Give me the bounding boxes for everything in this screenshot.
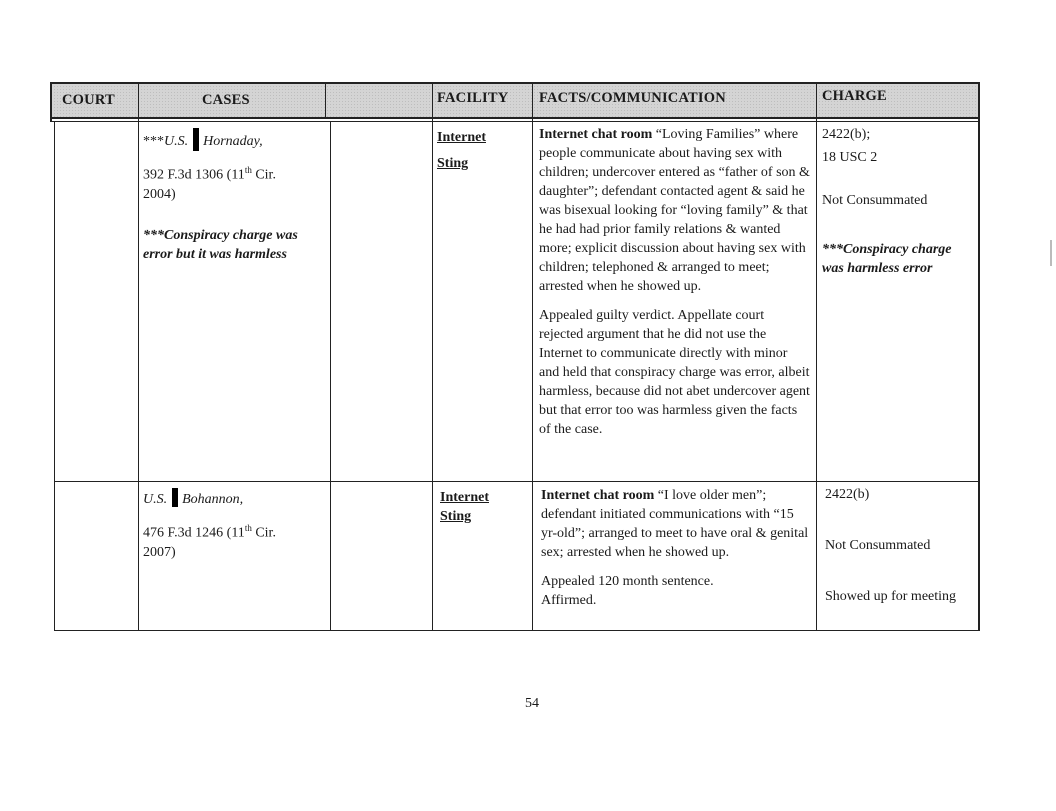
case-party-b: Hornaday,: [203, 134, 263, 149]
header-cases: CASES: [202, 92, 250, 108]
table-border-left-body: [54, 122, 55, 631]
outcome-text: Appealed 120 month sentence. Affirmed.: [541, 574, 714, 608]
case-prefix: ***: [143, 134, 164, 149]
col-divider-facts: [532, 82, 533, 631]
case-cell: [143, 128, 323, 264]
scan-edge-mark: [1050, 240, 1052, 266]
col-divider-facility: [432, 82, 433, 631]
charge-cell: [825, 485, 977, 606]
charge-status: Not Consummated: [822, 193, 928, 208]
col-divider-cases-body: [330, 122, 331, 631]
row-divider: [54, 481, 980, 482]
charge-cell: [822, 125, 976, 278]
case-name: [143, 128, 323, 151]
case-citation: 476 F.3d 1246 (11th Cir.: [143, 523, 276, 541]
facility-cell: [440, 488, 530, 526]
facts-cell: [541, 486, 813, 610]
table-border-bottom: [54, 630, 980, 631]
charge-status: Not Consummated: [825, 538, 931, 553]
outcome-text: Appealed guilty verdict. Appellate court rejected argument that he did not use the Internet to communicate directly with minor and held that conspiracy charge was error, albeit harmless, because did not abet undercover agent but that error too was harmless given the facts of the case.: [539, 308, 810, 437]
header-rule-inner: [50, 121, 980, 122]
facts-text: Internet chat room “I love older men”; defendant initiated communications with “15 yr-old”; arranged to meet to have oral & genital sex; arrested when he showed up.: [541, 488, 809, 560]
page-number: 54: [525, 696, 539, 711]
table-border-top: [50, 82, 980, 84]
case-citation: 392 F.3d 1306 (11th Cir.: [143, 165, 276, 183]
case-party-b: Bohannon,: [182, 492, 244, 507]
header-facility: FACILITY: [437, 90, 509, 106]
col-divider-cases: [325, 82, 326, 118]
case-name: [143, 488, 323, 509]
charge-code-2: 18 USC 2: [822, 150, 878, 165]
case-year: 2004): [143, 186, 176, 202]
charge-code: 2422(b): [825, 487, 870, 502]
case-note: ***Conspiracy charge was error but it was harmless: [143, 227, 298, 262]
case-cell: [143, 488, 323, 562]
col-divider-charge: [816, 82, 817, 631]
facility-type: Internet: [440, 490, 489, 505]
facility-method: Sting: [440, 509, 472, 524]
col-divider-court: [138, 82, 139, 631]
facility-method: Sting: [437, 156, 469, 171]
table-border-left: [50, 82, 52, 122]
redaction-bar: [193, 128, 199, 151]
header-facts: FACTS/COMMUNICATION: [539, 90, 726, 106]
charge-note: ***Conspiracy charge was harmless error: [822, 242, 952, 276]
table-border-right: [978, 82, 980, 631]
charge-code: 2422(b);: [822, 127, 871, 142]
header-rule: [50, 117, 980, 119]
facts-cell: [539, 125, 811, 439]
redaction-bar: [172, 488, 178, 507]
case-party-a: U.S.: [143, 492, 168, 507]
case-party-a: U.S.: [164, 134, 189, 149]
facility-cell: [437, 128, 529, 173]
header-charge: CHARGE: [822, 88, 887, 104]
facility-type: Internet: [437, 130, 486, 145]
facts-text: Internet chat room “Loving Families” where people communicate about having sex with children; undercover entered as “father of son & daughter”; defendant contacted agent & said he was bisexual looking for “loving family” & that he had had prior family relations & wanted more; explicit discussion about having sex with children; telephoned & arranged to meet; arrested when he showed up.: [539, 127, 810, 294]
case-year: 2007): [143, 544, 176, 560]
charge-note: Showed up for meeting: [825, 589, 957, 604]
header-court: COURT: [62, 92, 115, 108]
